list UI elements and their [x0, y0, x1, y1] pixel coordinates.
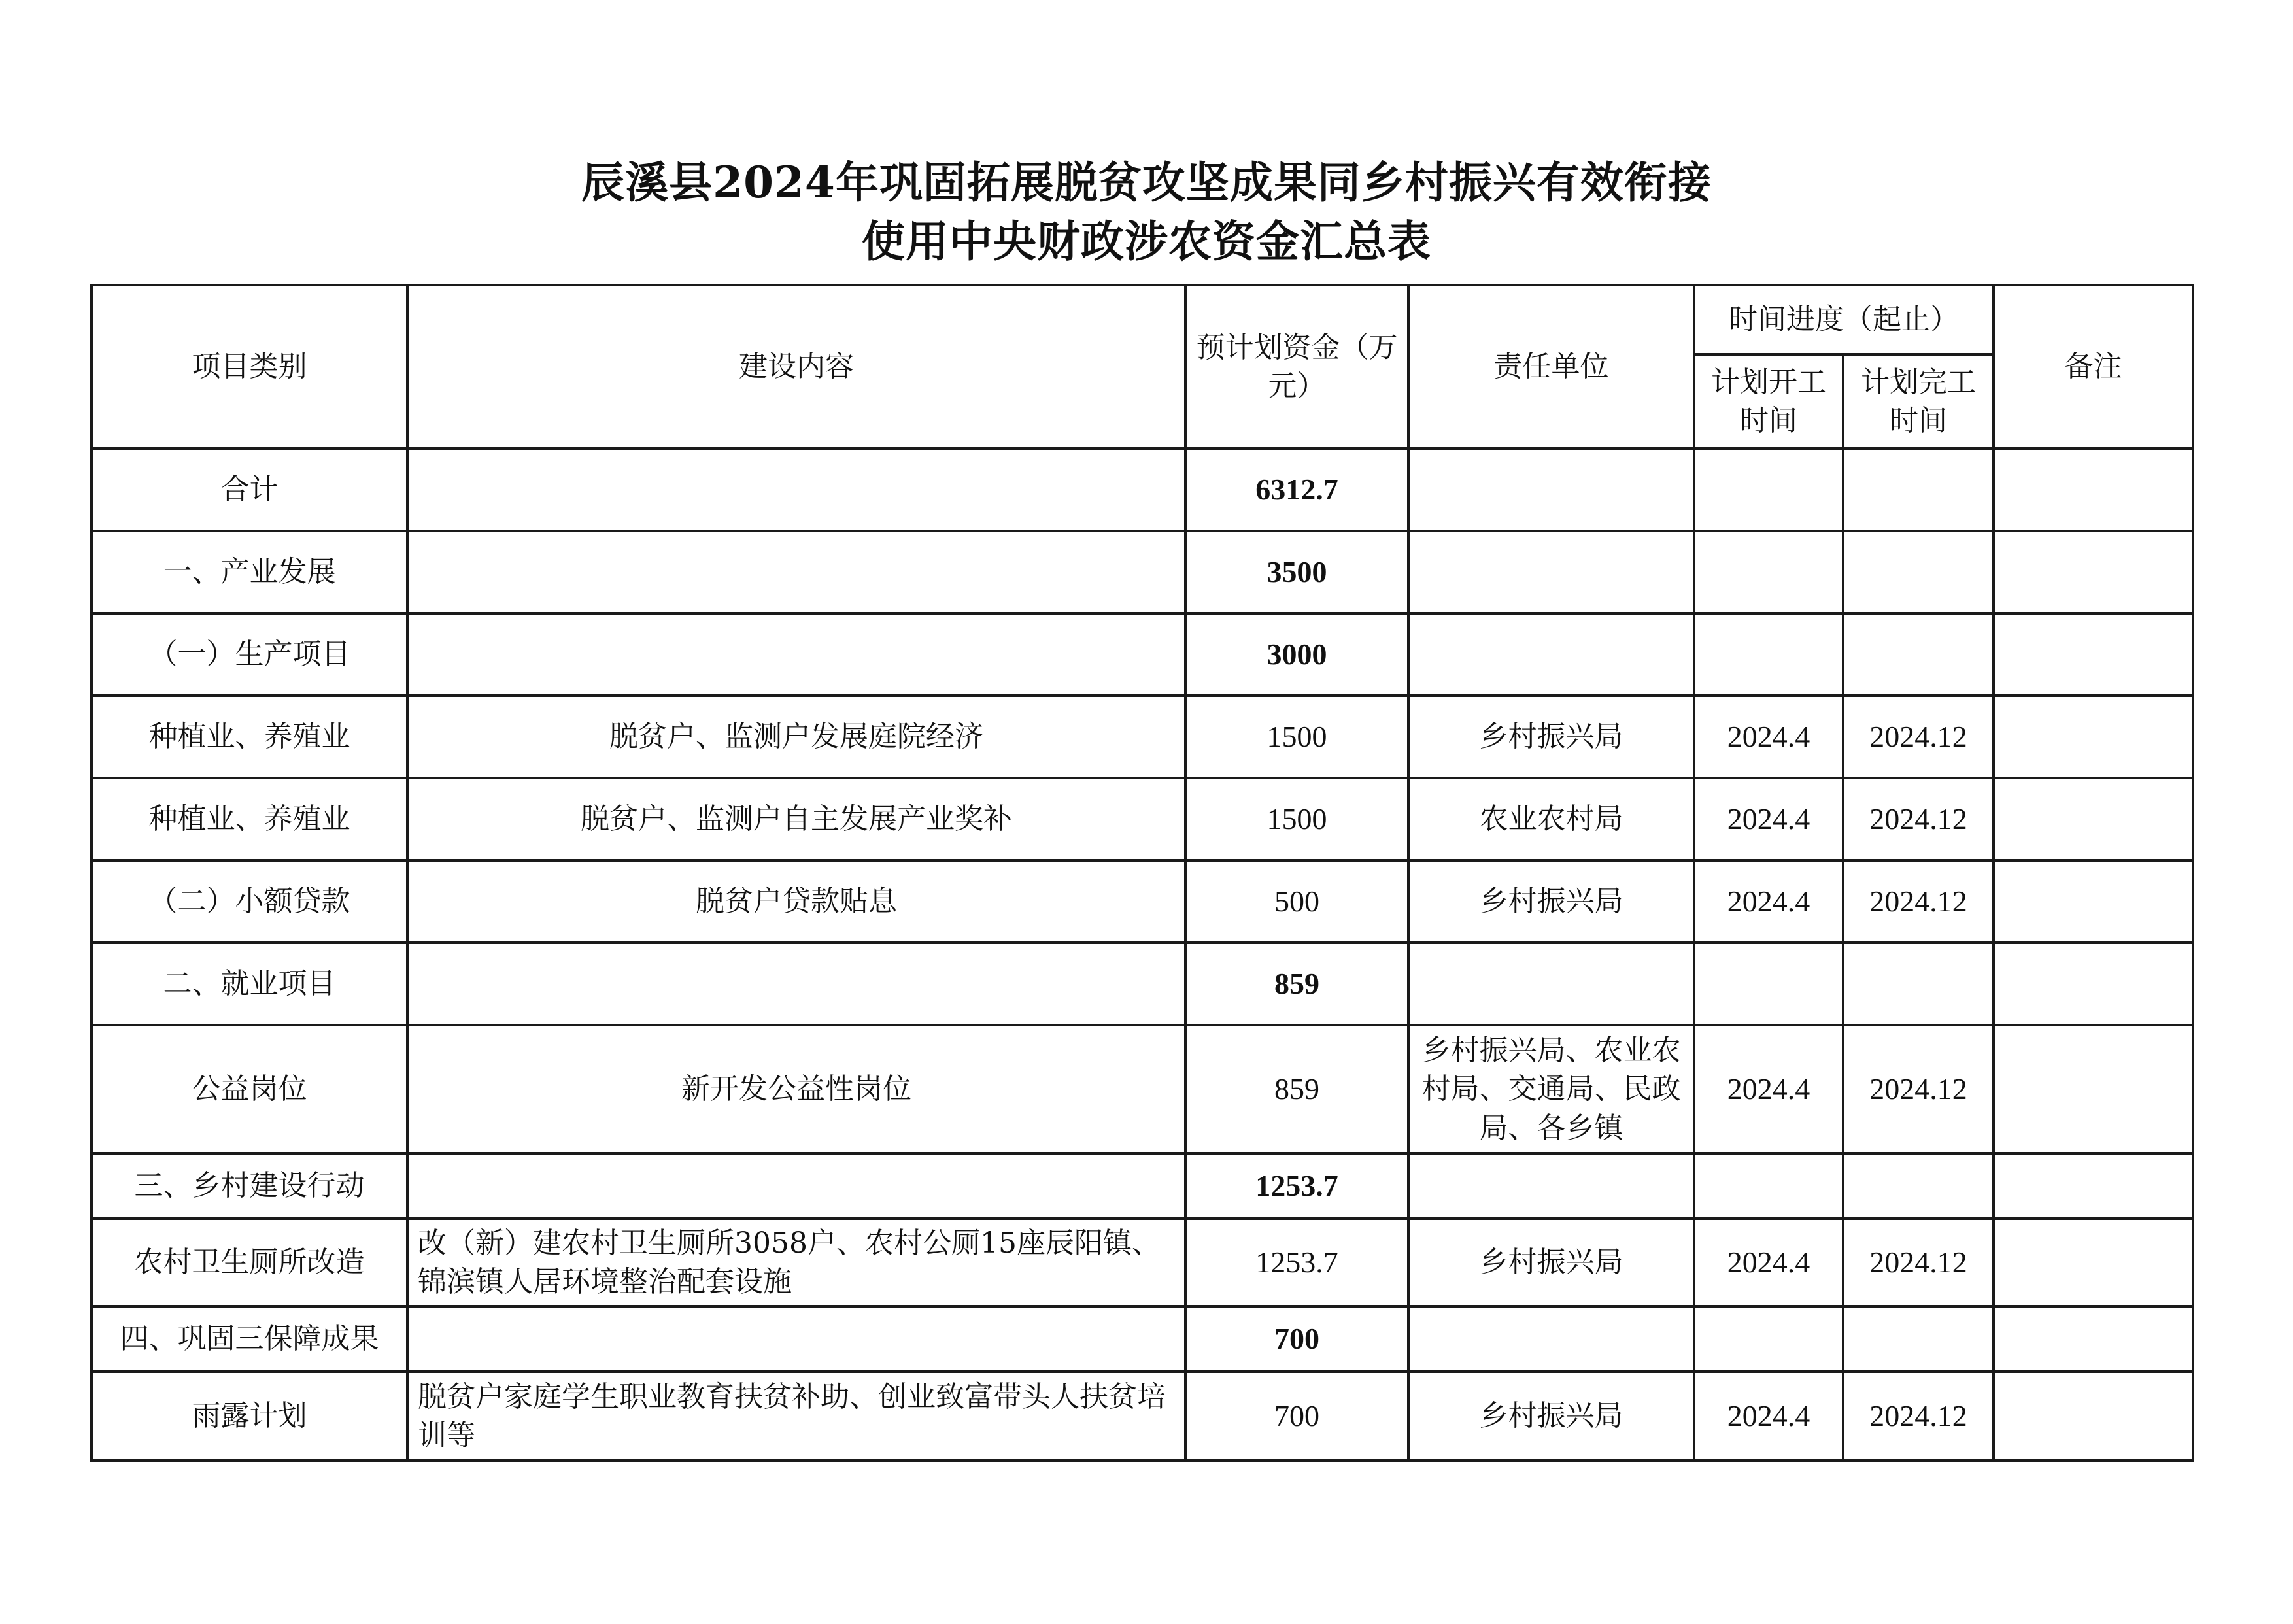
cell-start	[1694, 613, 1843, 696]
cell-start: 2024.4	[1694, 696, 1843, 778]
cell-funds: 859	[1185, 943, 1408, 1025]
cell-unit: 乡村振兴局	[1408, 696, 1694, 778]
table-row	[92, 943, 2193, 1025]
header-remarks: 备注	[1994, 285, 2193, 448]
table-row	[92, 696, 2193, 778]
cell-remarks	[1994, 1153, 2193, 1219]
cell-category: 雨露计划	[92, 1372, 407, 1461]
table-row	[92, 613, 2193, 696]
cell-category: 二、就业项目	[92, 943, 407, 1025]
table-row	[92, 860, 2193, 943]
cell-end	[1843, 531, 1994, 613]
cell-end: 2024.12	[1843, 1372, 1994, 1461]
cell-funds: 1253.7	[1185, 1219, 1408, 1306]
cell-remarks	[1994, 696, 2193, 778]
cell-funds: 859	[1185, 1025, 1408, 1153]
cell-funds: 6312.7	[1185, 448, 1408, 531]
cell-category: 种植业、养殖业	[92, 696, 407, 778]
header-progress: 时间进度（起止）	[1694, 285, 1994, 354]
cell-remarks	[1994, 531, 2193, 613]
cell-category: 农村卫生厕所改造	[92, 1219, 407, 1306]
cell-content: 脱贫户、监测户自主发展产业奖补	[407, 778, 1185, 860]
cell-end: 2024.12	[1843, 1025, 1994, 1153]
cell-content: 改（新）建农村卫生厕所3058户、农村公厕15座辰阳镇、锦滨镇人居环境整治配套设施	[407, 1219, 1185, 1306]
document-title-line2: 使用中央财政涉农资金汇总表	[862, 216, 1431, 267]
document-title-line1: 辰溪县2024年巩固拓展脱贫攻坚成果同乡村振兴有效衔接	[581, 157, 1712, 208]
cell-unit: 乡村振兴局	[1408, 860, 1694, 943]
cell-start	[1694, 531, 1843, 613]
table-row	[92, 1219, 2193, 1306]
cell-funds: 700	[1185, 1306, 1408, 1372]
cell-end: 2024.12	[1843, 778, 1994, 860]
cell-unit	[1408, 613, 1694, 696]
cell-remarks	[1994, 1025, 2193, 1153]
cell-content: 新开发公益性岗位	[407, 1025, 1185, 1153]
cell-category: （一）生产项目	[92, 613, 407, 696]
cell-remarks	[1994, 448, 2193, 531]
cell-start: 2024.4	[1694, 1372, 1843, 1461]
cell-category: 合计	[92, 448, 407, 531]
cell-funds: 1500	[1185, 778, 1408, 860]
cell-unit: 乡村振兴局	[1408, 1372, 1694, 1461]
cell-category: 公益岗位	[92, 1025, 407, 1153]
cell-funds: 500	[1185, 860, 1408, 943]
cell-content	[407, 943, 1185, 1025]
cell-funds: 700	[1185, 1372, 1408, 1461]
cell-end	[1843, 1153, 1994, 1219]
cell-content: 脱贫户贷款贴息	[407, 860, 1185, 943]
cell-end	[1843, 448, 1994, 531]
cell-start: 2024.4	[1694, 860, 1843, 943]
funds-summary-table	[90, 284, 2194, 1462]
cell-start	[1694, 1153, 1843, 1219]
header-content: 建设内容	[407, 285, 1185, 448]
cell-content	[407, 531, 1185, 613]
cell-remarks	[1994, 1372, 2193, 1461]
cell-end: 2024.12	[1843, 1219, 1994, 1306]
cell-funds: 3000	[1185, 613, 1408, 696]
cell-content	[407, 613, 1185, 696]
cell-unit	[1408, 1153, 1694, 1219]
cell-unit	[1408, 943, 1694, 1025]
cell-category: 四、巩固三保障成果	[92, 1306, 407, 1372]
table-body	[92, 448, 2193, 1461]
cell-funds: 1253.7	[1185, 1153, 1408, 1219]
header-category: 项目类别	[92, 285, 407, 448]
header-start: 计划开工时间	[1694, 354, 1843, 448]
cell-remarks	[1994, 1219, 2193, 1306]
cell-unit	[1408, 448, 1694, 531]
table-row	[92, 531, 2193, 613]
cell-category: 一、产业发展	[92, 531, 407, 613]
cell-remarks	[1994, 943, 2193, 1025]
cell-start	[1694, 448, 1843, 531]
cell-unit: 农业农村局	[1408, 778, 1694, 860]
cell-content	[407, 448, 1185, 531]
cell-remarks	[1994, 778, 2193, 860]
cell-end: 2024.12	[1843, 860, 1994, 943]
cell-start: 2024.4	[1694, 778, 1843, 860]
cell-remarks	[1994, 613, 2193, 696]
cell-remarks	[1994, 1306, 2193, 1372]
cell-start: 2024.4	[1694, 1219, 1843, 1306]
cell-content	[407, 1153, 1185, 1219]
cell-start: 2024.4	[1694, 1025, 1843, 1153]
cell-end	[1843, 1306, 1994, 1372]
cell-end	[1843, 613, 1994, 696]
cell-funds: 1500	[1185, 696, 1408, 778]
cell-content: 脱贫户家庭学生职业教育扶贫补助、创业致富带头人扶贫培训等	[407, 1372, 1185, 1461]
header-funds: 预计划资金（万元）	[1185, 285, 1408, 448]
cell-content	[407, 1306, 1185, 1372]
cell-remarks	[1994, 860, 2193, 943]
cell-category: 种植业、养殖业	[92, 778, 407, 860]
table-row	[92, 1025, 2193, 1153]
cell-unit	[1408, 531, 1694, 613]
cell-funds: 3500	[1185, 531, 1408, 613]
cell-end: 2024.12	[1843, 696, 1994, 778]
table-row	[92, 448, 2193, 531]
cell-category: （二）小额贷款	[92, 860, 407, 943]
cell-category: 三、乡村建设行动	[92, 1153, 407, 1219]
table-row	[92, 778, 2193, 860]
cell-unit	[1408, 1306, 1694, 1372]
header-end: 计划完工时间	[1843, 354, 1994, 448]
table-row	[92, 1372, 2193, 1461]
cell-unit: 乡村振兴局、农业农村局、交通局、民政局、各乡镇	[1408, 1025, 1694, 1153]
cell-start	[1694, 1306, 1843, 1372]
table-row	[92, 1153, 2193, 1219]
cell-content: 脱贫户、监测户发展庭院经济	[407, 696, 1185, 778]
header-unit: 责任单位	[1408, 285, 1694, 448]
cell-start	[1694, 943, 1843, 1025]
cell-end	[1843, 943, 1994, 1025]
cell-unit: 乡村振兴局	[1408, 1219, 1694, 1306]
table-row	[92, 1306, 2193, 1372]
